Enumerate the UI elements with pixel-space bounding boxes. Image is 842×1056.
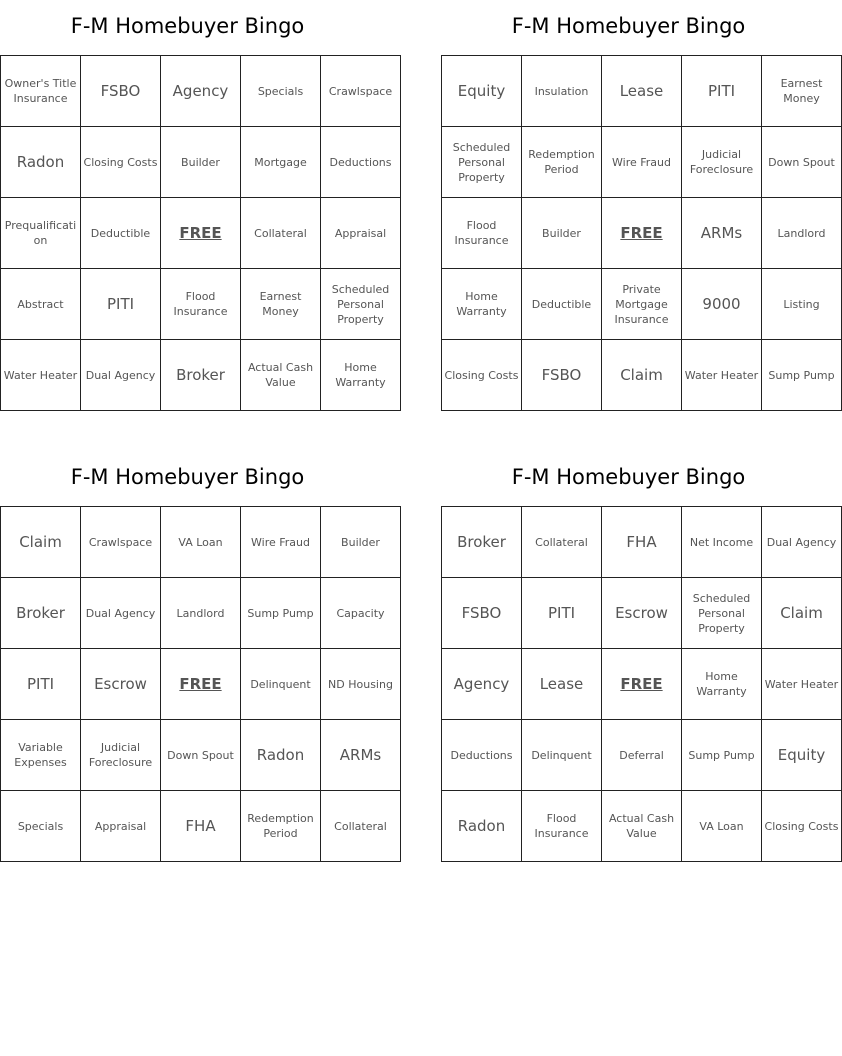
bingo-cell[interactable]: Home Warranty [321,340,401,411]
card-title: F-M Homebuyer Bingo [511,14,746,38]
bingo-cell[interactable]: Earnest Money [241,269,321,340]
bingo-cell[interactable]: Collateral [321,791,401,862]
bingo-cell[interactable]: Actual Cash Value [241,340,321,411]
bingo-row [1,127,401,198]
bingo-cell[interactable]: ARMs [321,720,401,791]
bingo-row [442,791,842,862]
bingo-row [442,507,842,578]
bingo-cell[interactable]: Crawlspace [321,56,401,127]
bingo-cell[interactable]: PITI [1,649,81,720]
bingo-cell[interactable]: Radon [1,127,81,198]
bingo-cell[interactable]: Agency [442,649,522,720]
bingo-cell[interactable]: Flood Insurance [161,269,241,340]
free-space[interactable]: FREE [602,649,682,720]
bingo-row [1,56,401,127]
bingo-cell[interactable]: Agency [161,56,241,127]
bingo-cell[interactable]: FSBO [81,56,161,127]
bingo-cell[interactable]: Appraisal [321,198,401,269]
bingo-cell[interactable]: Capacity [321,578,401,649]
bingo-cell[interactable]: Redemption Period [522,127,602,198]
bingo-cell[interactable]: VA Loan [161,507,241,578]
bingo-cell[interactable]: Sump Pump [682,720,762,791]
bingo-row [1,269,401,340]
bingo-cell[interactable]: Water Heater [762,649,842,720]
bingo-cell[interactable]: Deductions [442,720,522,791]
bingo-cell[interactable]: Broker [442,507,522,578]
bingo-cell[interactable]: Deductible [522,269,602,340]
bingo-cell[interactable]: Water Heater [682,340,762,411]
bingo-cell[interactable]: PITI [81,269,161,340]
bingo-cell[interactable]: Broker [1,578,81,649]
bingo-cell[interactable]: Specials [1,791,81,862]
bingo-cell[interactable]: Delinquent [522,720,602,791]
bingo-cell[interactable]: Claim [1,507,81,578]
bingo-cell[interactable]: Delinquent [241,649,321,720]
bingo-cell[interactable]: Variable Expenses [1,720,81,791]
bingo-grid [441,506,842,862]
bingo-cell[interactable]: Down Spout [161,720,241,791]
bingo-cell[interactable]: Radon [442,791,522,862]
bingo-cell[interactable]: Dual Agency [81,340,161,411]
bingo-row [442,269,842,340]
bingo-row [1,198,401,269]
bingo-cell[interactable]: Sump Pump [241,578,321,649]
bingo-cell[interactable]: PITI [522,578,602,649]
bingo-row [442,649,842,720]
bingo-cell[interactable]: Prequalification [1,198,81,269]
bingo-grid [441,55,842,411]
bingo-cell[interactable]: Builder [522,198,602,269]
bingo-cell[interactable]: Judicial Foreclosure [81,720,161,791]
bingo-cell[interactable]: Home Warranty [682,649,762,720]
bingo-row [1,578,401,649]
bingo-cell[interactable]: Specials [241,56,321,127]
bingo-cell[interactable]: Collateral [241,198,321,269]
bingo-cell[interactable]: Deductible [81,198,161,269]
bingo-cell[interactable]: Judicial Foreclosure [682,127,762,198]
bingo-cell[interactable]: Landlord [762,198,842,269]
bingo-cell[interactable]: Down Spout [762,127,842,198]
bingo-cell[interactable]: PITI [682,56,762,127]
bingo-cell[interactable]: Mortgage [241,127,321,198]
card-title: F-M Homebuyer Bingo [511,465,746,489]
bingo-cell[interactable]: Sump Pump [762,340,842,411]
bingo-cell[interactable]: VA Loan [682,791,762,862]
bingo-cell[interactable]: Closing Costs [762,791,842,862]
free-space[interactable]: FREE [161,649,241,720]
bingo-cell[interactable]: Scheduled Personal Property [321,269,401,340]
bingo-cell[interactable]: Lease [522,649,602,720]
bingo-cell[interactable]: Wire Fraud [241,507,321,578]
bingo-grid [0,55,401,411]
bingo-cell[interactable]: Dual Agency [81,578,161,649]
bingo-row [442,127,842,198]
bingo-row [442,340,842,411]
bingo-cell[interactable]: Builder [161,127,241,198]
bingo-cell[interactable]: Dual Agency [762,507,842,578]
bingo-cell[interactable]: Equity [442,56,522,127]
card-title: F-M Homebuyer Bingo [70,465,305,489]
bingo-cell[interactable]: Claim [762,578,842,649]
bingo-cell[interactable]: Broker [161,340,241,411]
bingo-row [1,649,401,720]
bingo-cell[interactable]: Wire Fraud [602,127,682,198]
bingo-cell[interactable]: Escrow [81,649,161,720]
bingo-cell[interactable]: Deferral [602,720,682,791]
bingo-row [1,791,401,862]
bingo-cell[interactable]: Scheduled Personal Property [442,127,522,198]
bingo-cell[interactable]: Private Mortgage Insurance [602,269,682,340]
bingo-cell[interactable]: Actual Cash Value [602,791,682,862]
card-title: F-M Homebuyer Bingo [70,14,305,38]
bingo-cell[interactable]: Earnest Money [762,56,842,127]
bingo-cell[interactable]: Closing Costs [442,340,522,411]
bingo-row [1,507,401,578]
bingo-cell[interactable]: Lease [602,56,682,127]
bingo-cell[interactable]: Appraisal [81,791,161,862]
bingo-cell[interactable]: Equity [762,720,842,791]
bingo-cell[interactable]: Insulation [522,56,602,127]
bingo-cell[interactable]: Scheduled Personal Property [682,578,762,649]
bingo-cell[interactable]: FHA [602,507,682,578]
bingo-row [442,198,842,269]
bingo-cell[interactable]: FSBO [442,578,522,649]
bingo-cell[interactable]: Deductions [321,127,401,198]
free-space[interactable]: FREE [161,198,241,269]
bingo-cell[interactable]: Redemption Period [241,791,321,862]
free-space[interactable]: FREE [602,198,682,269]
bingo-cell[interactable]: Net Income [682,507,762,578]
bingo-cell[interactable]: ARMs [682,198,762,269]
bingo-row [442,56,842,127]
bingo-cell[interactable]: Flood Insurance [442,198,522,269]
bingo-cell[interactable]: Listing [762,269,842,340]
bingo-row [1,340,401,411]
bingo-cell[interactable]: Owner's Title Insurance [1,56,81,127]
bingo-cell[interactable]: Radon [241,720,321,791]
bingo-cell[interactable]: Escrow [602,578,682,649]
bingo-cell[interactable]: Home Warranty [442,269,522,340]
bingo-cell[interactable]: Collateral [522,507,602,578]
bingo-row [1,720,401,791]
bingo-cell[interactable]: FSBO [522,340,602,411]
bingo-cell[interactable]: Builder [321,507,401,578]
bingo-cell[interactable]: Water Heater [1,340,81,411]
bingo-cell[interactable]: FHA [161,791,241,862]
bingo-row [442,578,842,649]
bingo-cell[interactable]: ND Housing [321,649,401,720]
bingo-cell[interactable]: Landlord [161,578,241,649]
bingo-grid [0,506,401,862]
bingo-cell[interactable]: 9000 [682,269,762,340]
bingo-cell[interactable]: Crawlspace [81,507,161,578]
bingo-cell[interactable]: Abstract [1,269,81,340]
bingo-row [442,720,842,791]
bingo-cell[interactable]: Closing Costs [81,127,161,198]
bingo-cell[interactable]: Flood Insurance [522,791,602,862]
bingo-cell[interactable]: Claim [602,340,682,411]
